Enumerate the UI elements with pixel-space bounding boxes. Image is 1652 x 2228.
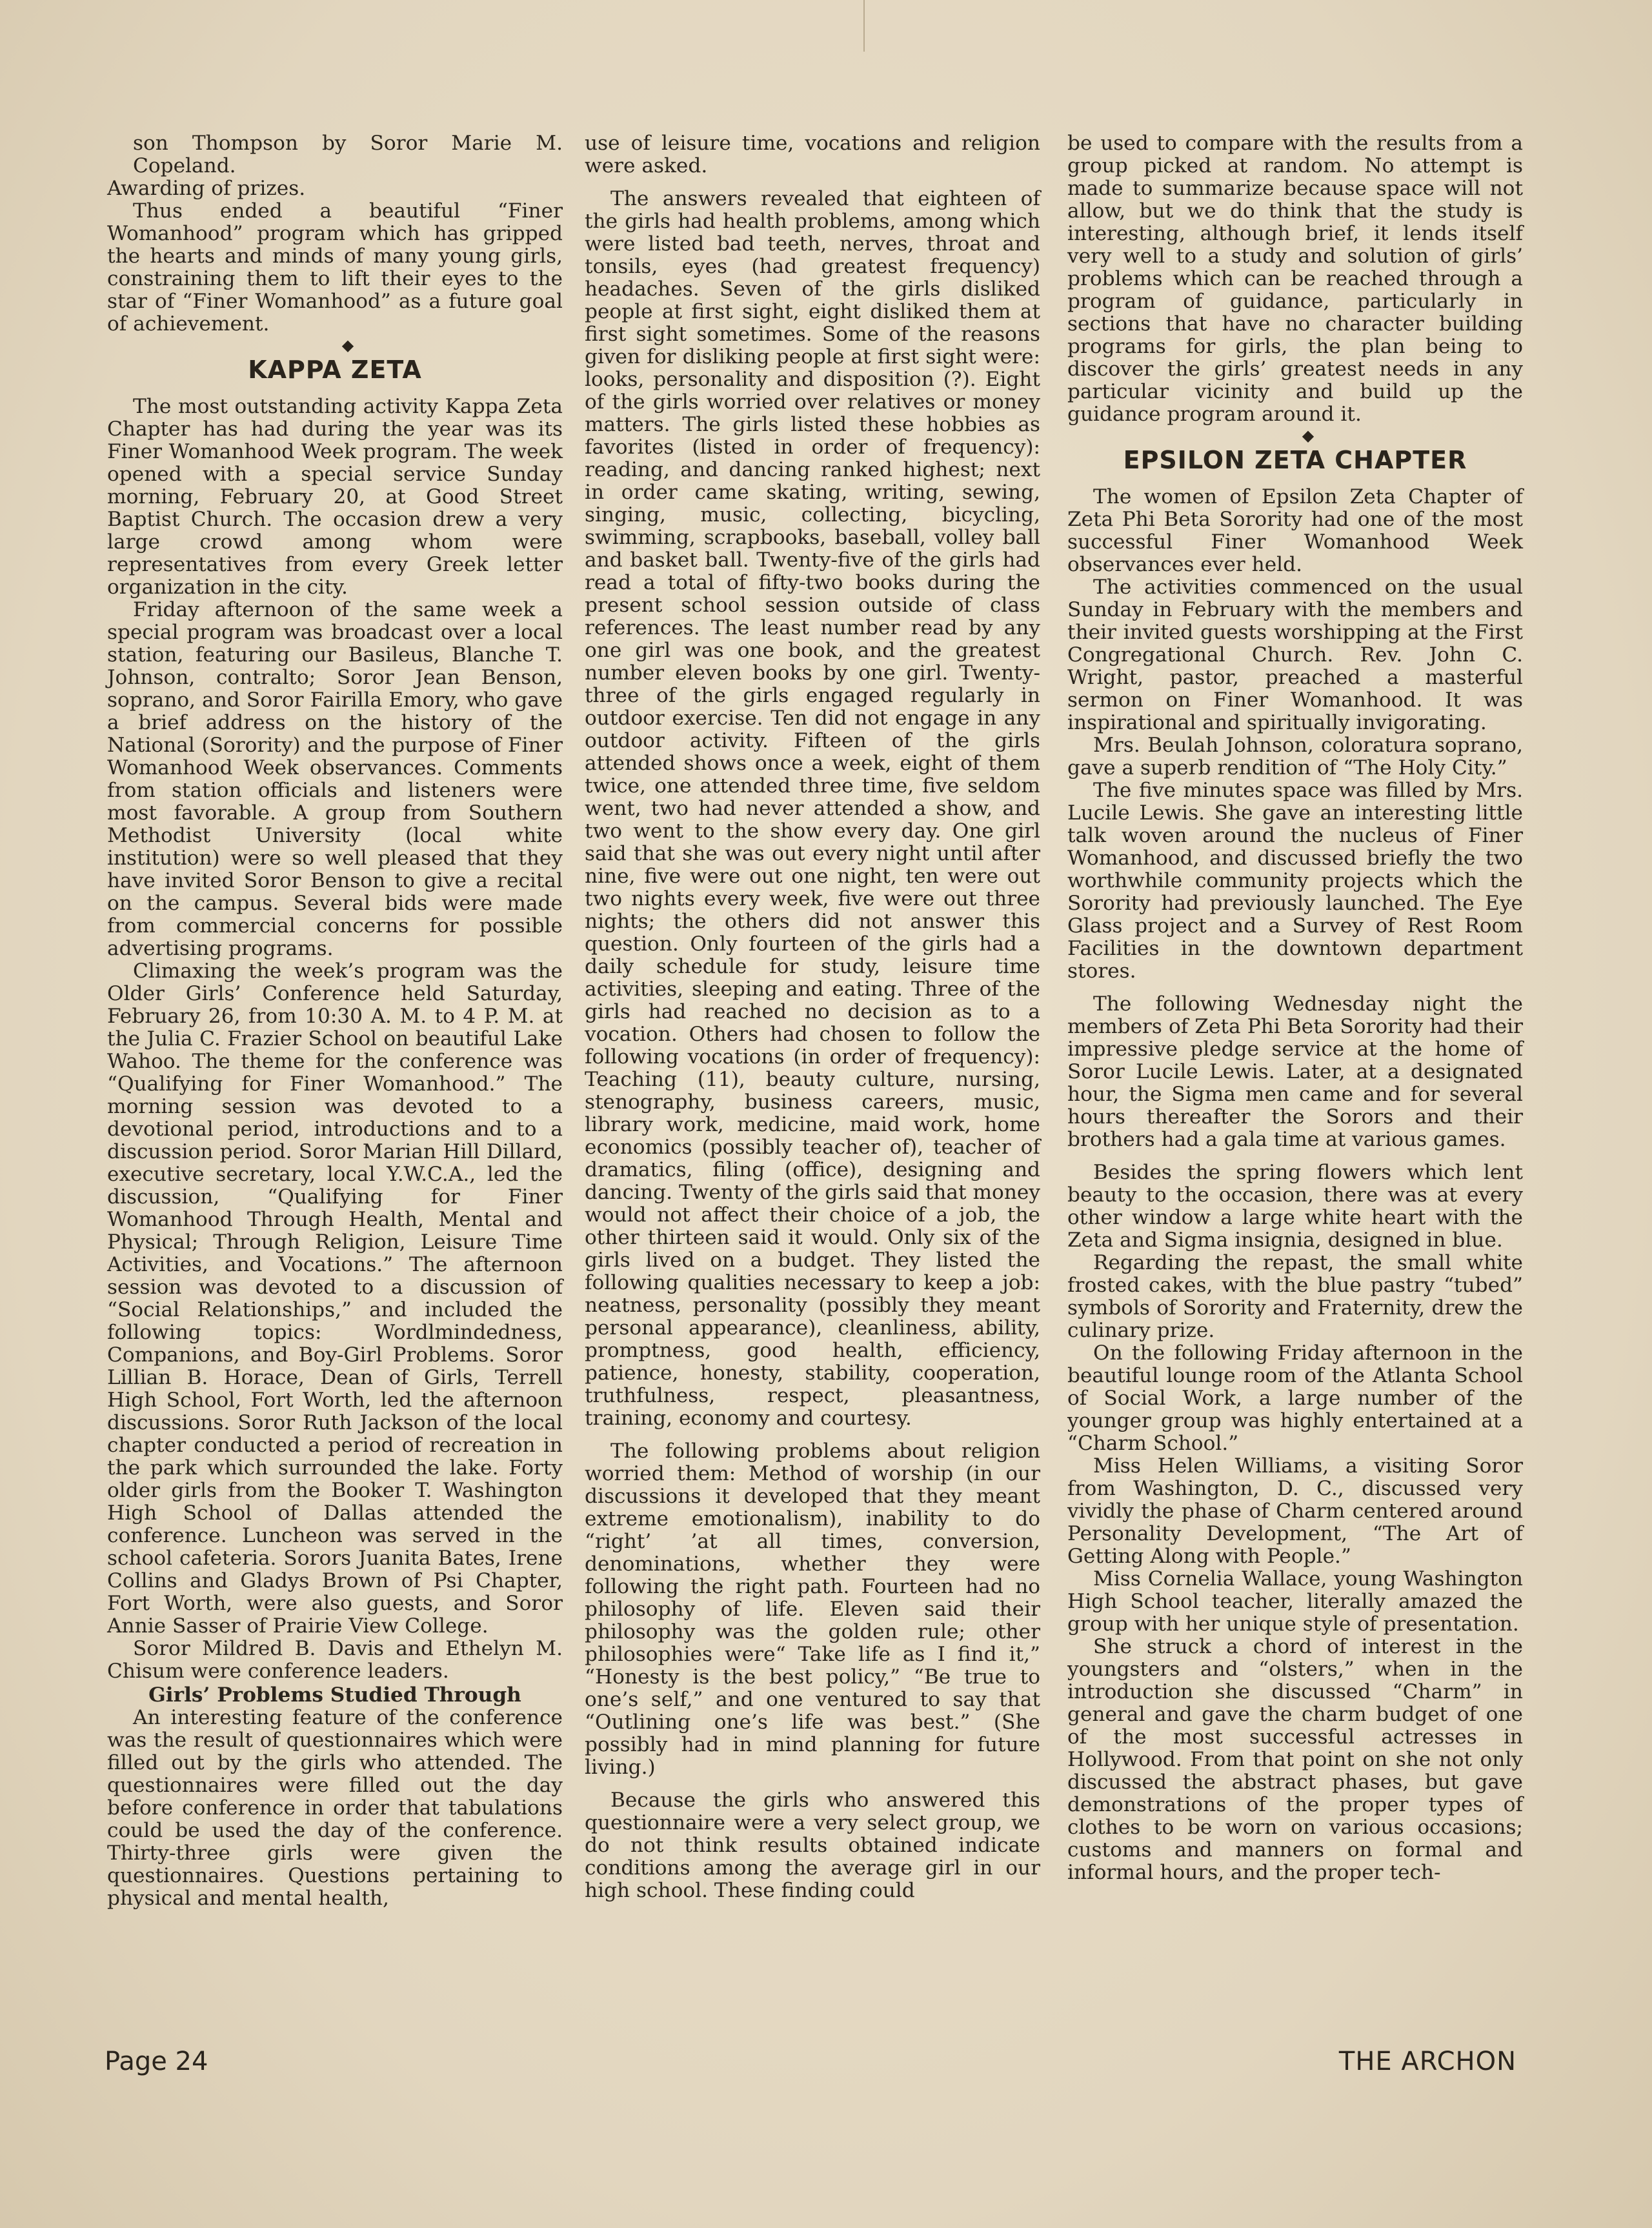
column-1 (107, 132, 563, 1910)
paragraph: Climaxing the week’s program was the Older Girls’ Conference held Saturday, February 26, from 10:30 A. M. to 4 P. M. at the Julia C. Frazier School on beautiful Lake Wahoo. The theme for the conference was “Qualifying for Finer Womanhood.” The morning session was devoted to a devotional period, introductions and to a discussion period. Soror Marian Hill Dillard, executive secretary, local Y.W.C.A., led the discussion, “Qualifying for Finer Womanhood Through Health, Mental and Physical; Through Religion, Leisure Time Activities, and Vocations.” The afternoon session was devoted to a discussion of “Social Relationships,” and included the following topics: Wordlmindedness, Companions, and Boy-Girl Problems. Soror Lillian B. Horace, Dean of Girls, Terrell High School, Fort Worth, led the afternoon discussions. Soror Ruth Jackson of the local chapter conducted a period of recreation in the park which surrounded the lake. Forty older girls from the Booker T. Washington High School of Dallas attended the conference. Luncheon was served in the school cafeteria. Sorors Juanita Bates, Irene Collins and Gladys Brown of Psi Chapter, Fort Worth, were also guests, and Soror Annie Sasser of Prairie View College. (107, 959, 563, 1638)
diamond-ornament: ◆ (341, 336, 354, 354)
paragraph: Because the girls who answered this questionnaire were a very select group, we do not think results obtained indicate conditions among the average girl in our high school. These finding could (585, 1789, 1040, 1902)
paragraph: The following problems about religion worried them: Method of worship (in our discussions it developed that they meant extreme emotionalism), inability to do “right’ ’at all times, conversion, denominations, whether they were following the right path. Fourteen had no philosophy of life. Eleven said their philosophy was the golden rule; other philosophies were“ Take life as I find it,” “Honesty is the best policy,” “Be true to one’s self,” and one ventured to say that “Outlining one’s life was best.” (She possibly had in mind planning for future living.) (585, 1440, 1040, 1779)
paragraph: The answers revealed that eighteen of the girls had health problems, among which were listed bad teeth, nerves, throat and tonsils, eyes (had greatest frequency) headaches. Seven of the girls disliked people at first sight, eight disliked them at first sight sometimes. Some of the reasons given for disliking people at first sight were: looks, personality and disposition (?). Eight of the girls worried over relatives or money matters. The girls listed these hobbies as favorites (listed in order of frequency): reading, and dancing ranked highest; next in order came skating, writing, sewing, singing, music, collecting, bicycling, swimming, scrapbooks, baseball, volley ball and basket ball. Twenty-five of the girls had read a total of fifty-two books during the present school session outside of class references. The least number read by any one girl was one book, and the greatest number eleven books by one girl. Twenty-three of the girls engaged regularly in outdoor exercise. Ten did not engage in any outdoor activity. Fifteen of the girls attended shows once a week, eight of them twice, one attended three time, five seldom went, two had never attended a show, and two went to the show every day. One girl said that she was out every night until after nine, five were out one night, ten were out two nights every week, five were out three nights; the others did not answer this question. Only fourteen of the girls had a daily schedule for study, leisure time activities, sleeping and eating. Three of the girls had reached no decision as to a vocation. Others had chosen to follow the following vocations (in order of frequency): Teaching (11), beauty culture, nursing, stenography, business careers, music, library work, medicine, maid work, home economics (possibly teacher of), teacher of dramatics, filing (office), designing and dancing. Twenty of the girls said that money would not affect their choice of a job, the other thirteen said it would. Only six of the girls lived on a budget. They listed the following qualities necessary to keep a job: neatness, personality (possibly they meant personal appearance), cleanliness, ability, promptness, good health, efficiency, patience, honesty, stability, cooperation, truthfulness, respect, pleasantness, training, economy and courtesy. (585, 187, 1040, 1430)
paragraph: The following Wednesday night the members of Zeta Phi Beta Sorority had their impressive pledge service at the home of Soror Lucile Lewis. Later, at a designated hour, the Sigma men came and for several hours thereafter the Sorors and their brothers had a gala time at various games. (1067, 992, 1523, 1151)
paragraph: Thus ended a beautiful “Finer Womanhood” program which has gripped the hearts and minds of many young girls, constraining them to lift their eyes to the star of “Finer Womanhood” as a future goal of achievement. (107, 199, 563, 336)
paragraph: Awarding of prizes. (107, 177, 306, 200)
section-heading-kappa-zeta: KAPPA ZETA (248, 356, 422, 384)
publication-name: THE ARCHON (1338, 2047, 1516, 2076)
paragraph: Regarding the repast, the small white frosted cakes, with the blue pastry “tubed” symbols of Sorority and Fraternity, drew the culinary prize. (1067, 1251, 1523, 1342)
paragraph: She struck a chord of interest in the youngsters and “olsters,” when in the introduction she discussed “Charm” in general and gave the charm budget of one of the most successful actresses in Hollywood. From that point on she not only discussed the abstract phases, but gave demonstrations of the proper types of clothes to be worn on various occasions; customs and manners on formal and informal hours, and the proper tech- (1067, 1635, 1523, 1884)
paragraph: Besides the spring flowers which lent beauty to the occasion, there was at every other window a large white heart with the Zeta and Sigma insignia, designed in blue. (1067, 1161, 1523, 1252)
paragraph: An interesting feature of the conference was the result of questionnaires which were filled out by the girls who attended. The questionnaires were filled out the day before conference in order that tabulations could be used the day of the conference. Thirty-three girls were given the questionnaires. Questions pertaining to physical and mental health, (107, 1706, 563, 1910)
paragraph: Mrs. Beulah Johnson, coloratura soprano, gave a superb rendition of “The Holy City.” (1067, 734, 1523, 779)
page-fold-line (863, 0, 865, 52)
paragraph: The activities commenced on the usual Sunday in February with the members and their invited guests worshipping at the First Congregational Church. Rev. John C. Wright, pastor, preached a masterful sermon on Finer Womanhood. It was inspirational and spiritually invigorating. (1067, 576, 1523, 734)
column-3 (1067, 132, 1523, 1884)
diamond-ornament: ◆ (1302, 427, 1315, 445)
subheading-girls-problems: Girls’ Problems Studied Through (148, 1683, 521, 1707)
paragraph: On the following Friday afternoon in the beautiful lounge room of the Atlanta School of Social Work, a large number of the younger group was highly entertained at a “Charm School.” (1067, 1341, 1523, 1455)
paragraph: The five minutes space was filled by Mrs. Lucile Lewis. She gave an interesting little talk woven around the nucleus of Finer Womanhood, and discussed briefly the two worthwhile community projects which the Sorority had previously launched. The Eye Glass project and a Survey of Rest Room Facilities in the downtown department stores. (1067, 779, 1523, 983)
paragraph: The most outstanding activity Kappa Zeta Chapter has had during the year was its Finer Womanhood Week program. The week opened with a special service Sunday morning, February 20, at Good Street Baptist Church. The occasion drew a very large crowd among whom were representatives from every Greek letter organization in the city. (107, 395, 563, 599)
paragraph: Soror Mildred B. Davis and Ethelyn M. Chisum were conference leaders. (107, 1637, 563, 1683)
paragraph: be used to compare with the results from a group picked at random. No attempt is made to summarize because space will not allow, but we do think that the study is interesting, although brief, it lends itself very well to a study and solution of girls’ problems which can be reached through a program of guidance, particularly in sections that have no character building programs for girls, the plan being to discover the girls’ greatest needs in any particular vicinity and build up the guidance program around it. (1067, 132, 1523, 426)
paragraph: use of leisure time, vocations and religion were asked. (585, 132, 1040, 177)
paragraph: Friday afternoon of the same week a special program was broadcast over a local station, featuring our Basileus, Blanche T. Johnson, contralto; Soror Jean Benson, soprano, and Soror Fairilla Emory, who gave a brief address on the history of the National (Sorority) and the purpose of Finer Womanhood Week observances. Comments from station officials and listeners were most favorable. A group from Southern Methodist University (local white institution) were so well pleased that they have invited Soror Benson to give a recital on the campus. Several bids were made from commercial concerns for possible advertising programs. (107, 598, 563, 960)
paragraph: The women of Epsilon Zeta Chapter of Zeta Phi Beta Sorority had one of the most successful Finer Womanhood Week observances ever held. (1067, 485, 1523, 576)
paragraph: son Thompson by Soror Marie M. Copeland. (133, 132, 563, 177)
column-2 (585, 132, 1040, 1902)
section-heading-epsilon-zeta: EPSILON ZETA CHAPTER (1123, 446, 1467, 474)
paragraph: Miss Helen Williams, a visiting Soror from Washington, D. C., discussed very vividly the phase of Charm centered around Personality Development, “The Art of Getting Along with People.” (1067, 1454, 1523, 1568)
page-number: Page 24 (105, 2047, 208, 2076)
paragraph: Miss Cornelia Wallace, young Washington High School teacher, literally amazed the group with her unique style of presentation. (1067, 1567, 1523, 1636)
